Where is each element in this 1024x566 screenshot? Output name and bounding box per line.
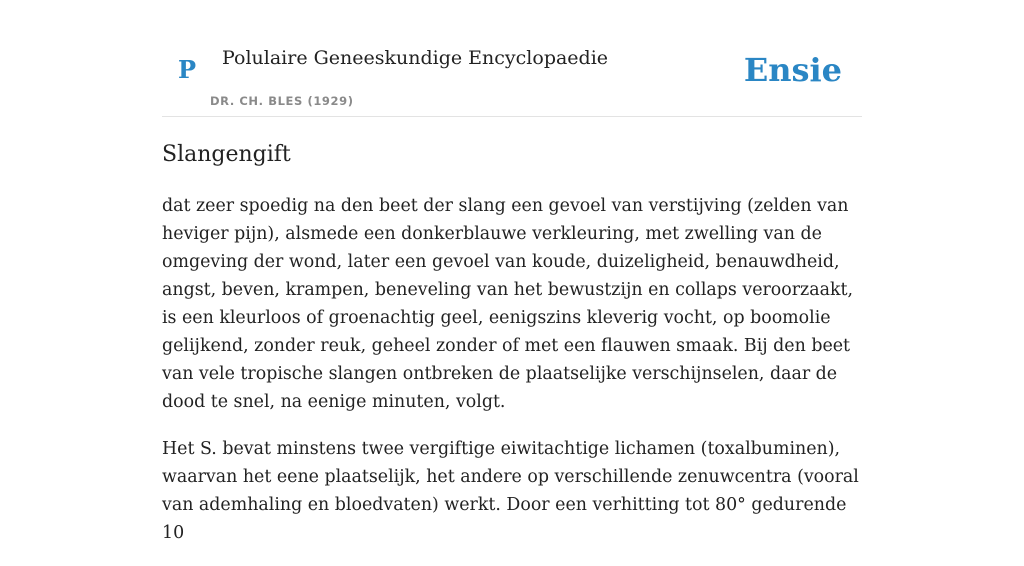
entry-body [162,192,866,566]
author-year: DR. CH. BLES (1929) [210,94,354,108]
work-title-link[interactable]: Polulaire Geneeskundige Encyclopaedie [222,47,609,69]
ensie-logo-link[interactable]: Ensie [743,51,842,89]
entry-paragraph: dat zeer spoedig na den beet der slang een gevoel van verstijving (zelden van heviger pijn), alsmede een donkerblauwe verkleuring, met zwelling van de omgeving der wond, later een gevoel van koude, duizeligheid, benauwdheid, angst, beven, krampen, beneveling van het bewustzijn en collaps veroorzaakt, is een kleurloos of groenachtig geel, eenigszins kleverig vocht, op boomolie gelijkend, zonder reuk, geheel zonder of met een flauwen smaak. Bij den beet van vele tropische slangen ontbreken de plaatselijke verschijnselen, daar de dood te snel, na eenige minuten, volgt. [162,196,854,412]
entry-title: Slangengift [162,142,291,167]
entry-paragraph: Het S. bevat minstens twee vergiftige eiwitachtige lichamen (toxalbuminen), waarvan het eene plaatselijk, het andere op verschillende zenuwcentra (vooral van ademhaling en bloedvaten) werkt. Door een verhitting tot 80° gedurende 10 [162,439,859,543]
publication-logo-letter[interactable]: P [178,55,197,84]
page-header [162,0,862,117]
